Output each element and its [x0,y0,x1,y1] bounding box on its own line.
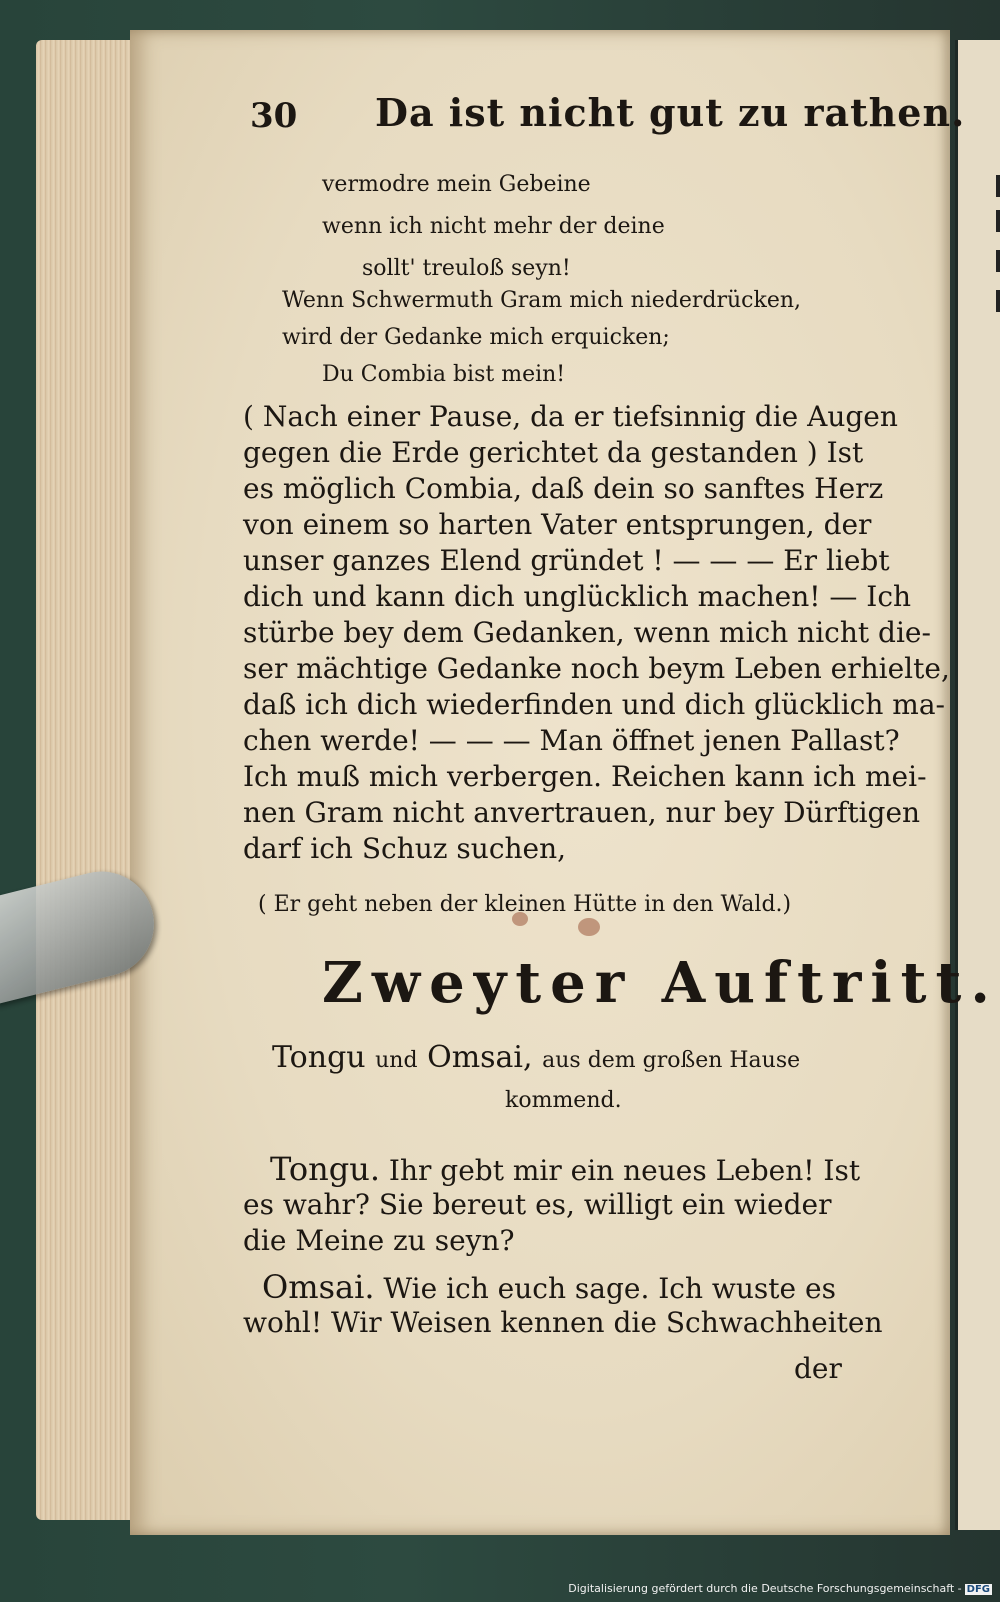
dialogue-line: die Meine zu seyn? [243,1224,515,1257]
digitization-credit [568,1582,992,1595]
facing-page-glyph [996,175,1000,197]
stage-direction: ( Er geht neben der kleinen Hütte in den Wald.) [258,892,792,917]
verse-line: wenn ich nicht mehr der deine [322,214,665,239]
prose-line: unser ganzes Elend gründet ! — — — Er liebt [243,544,890,577]
scene-title: Zweyter Auftritt. [322,950,999,1016]
dialogue-line: es wahr? Sie bereut es, willigt ein wieder [243,1188,832,1221]
dialogue-text: Wie ich euch sage. Ich wuste es [383,1272,836,1305]
catchword: der [794,1352,842,1385]
character-entry-note: aus dem großen Hause [542,1048,801,1073]
ink-stain [578,918,600,936]
verse-line: wird der Gedanke mich erquicken; [282,325,670,350]
prose-line: es möglich Combia, daß dein so sanftes Herz [243,472,884,505]
credit-text: Digitalisierung gefördert durch die Deutsche Forschungsgemeinschaft - [568,1582,962,1595]
verse-line: Wenn Schwermuth Gram mich niederdrücken, [282,288,802,313]
prose-line: daß ich dich wiederfinden und dich glücklich ma- [243,688,945,721]
prose-line: chen werde! — — — Man öffnet jenen Pallast? [243,724,900,757]
character-line [272,1040,800,1075]
dialogue-line [270,1150,860,1188]
character-entry-note: kommend. [505,1088,622,1113]
prose-line: ser mächtige Gedanke noch beym Leben erhielte, [243,652,950,685]
verse-line: Du Combia bist mein! [322,362,566,387]
page-number: 30 [250,96,298,136]
prose-line: von einem so harten Vater entsprungen, der [243,508,872,541]
character-name: Omsai, [427,1040,533,1075]
facing-page-glyph [996,210,1000,232]
facing-page-edge [955,40,1000,1530]
prose-line: gegen die Erde gerichtet da gestanden ) Ist [243,436,864,469]
running-title: Da ist nicht gut zu rathen. [375,90,966,135]
dialogue-line: wohl! Wir Weisen kennen die Schwachheiten [243,1306,883,1339]
prose-line: darf ich Schuz suchen, [243,832,567,865]
prose-line: ( Nach einer Pause, da er tiefsinnig die Augen [243,400,898,433]
prose-line: dich und kann dich unglücklich machen! — Ich [243,580,912,613]
prose-line: stürbe bey dem Gedanken, wenn mich nicht die- [243,616,931,649]
facing-page-glyph [996,250,1000,272]
dialogue-text: Ihr gebt mir ein neues Leben! Ist [388,1154,861,1187]
character-joiner: und [375,1048,418,1073]
prose-line: nen Gram nicht anvertrauen, nur bey Dürftigen [243,796,921,829]
dfg-logo: DFG [966,1584,990,1595]
verse-line: sollt' treuloß seyn! [362,256,571,281]
dialogue-line [262,1268,836,1306]
facing-page-glyph [996,290,1000,312]
speaker-name: Omsai. [262,1268,375,1306]
character-name: Tongu [272,1040,366,1075]
verse-line: vermodre mein Gebeine [322,172,591,197]
speaker-name: Tongu. [270,1150,380,1188]
prose-line: Ich muß mich verbergen. Reichen kann ich mei- [243,760,927,793]
